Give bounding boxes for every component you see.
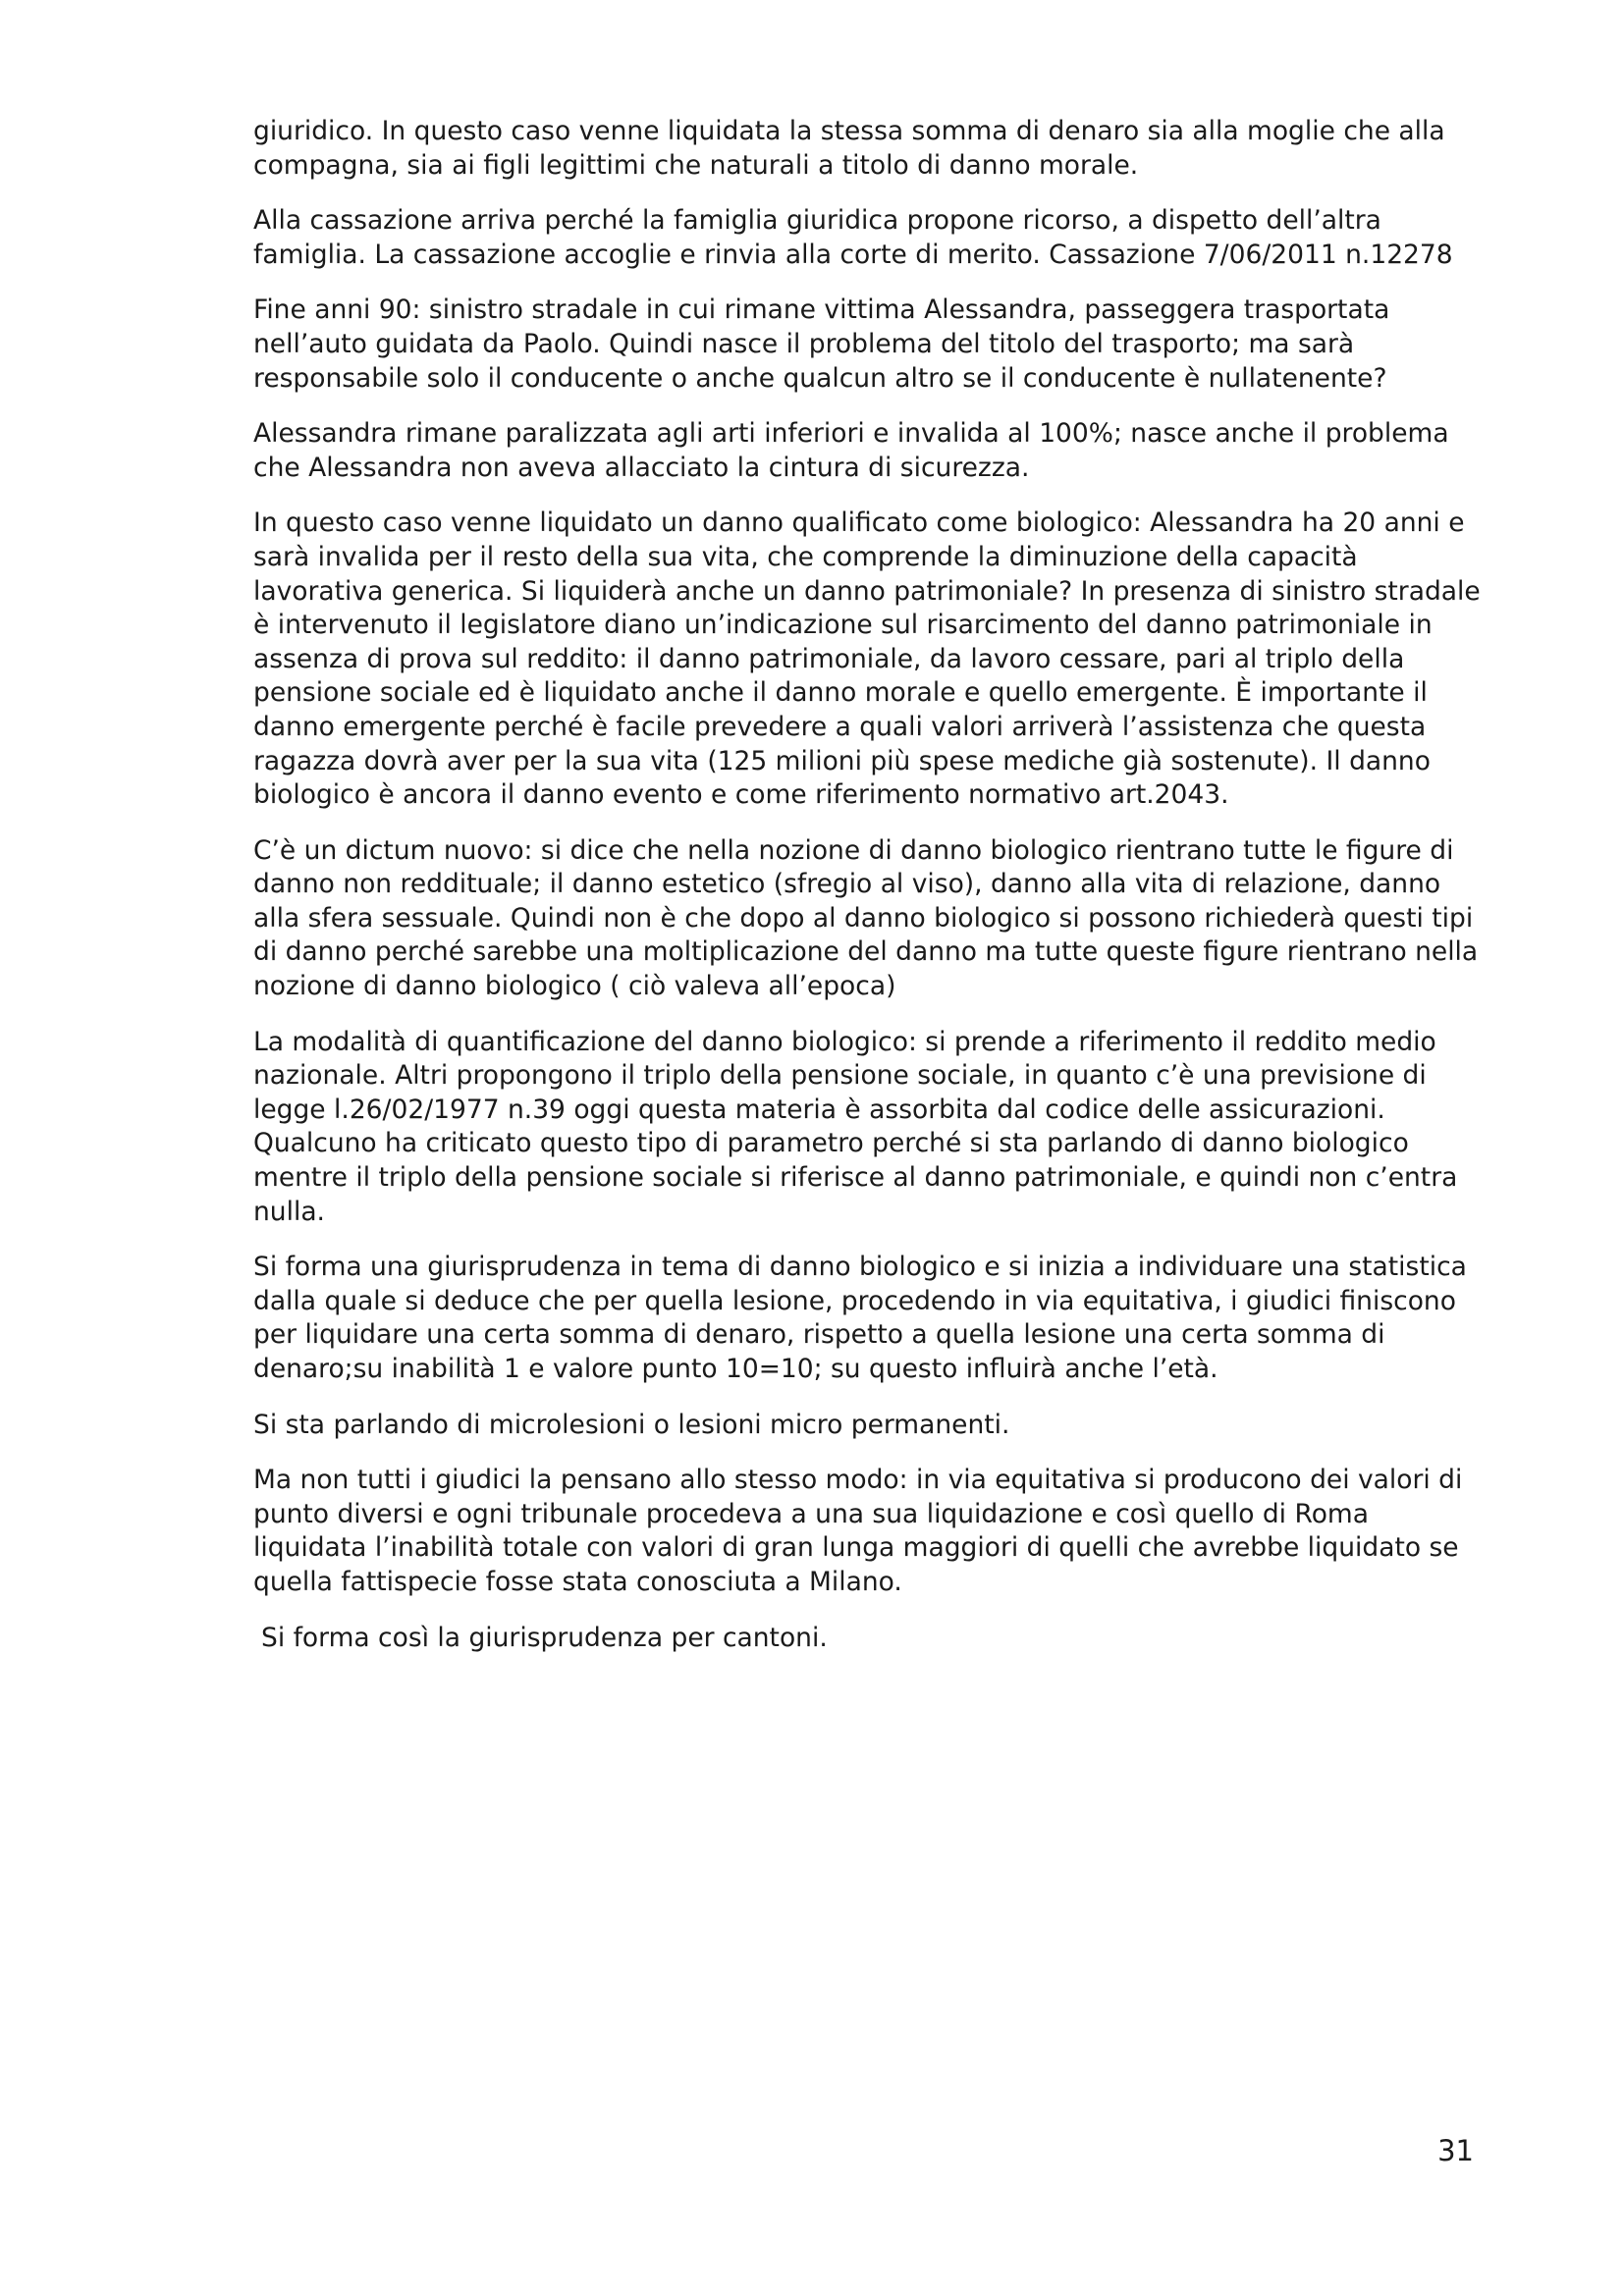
paragraph-3: Fine anni 90: sinistro stradale in cui rimane vittima Alessandra, passeggera trasportata nell’auto guidata da Paolo. Quindi nasce il problema del titolo del trasporto; ma sarà responsabile solo il conducente o anche qualcun altro se il conducente è nullatenente? (253, 294, 1390, 394)
paragraph-11: Si forma così la giurisprudenza per cantoni. (261, 1622, 828, 1653)
body-text (253, 115, 1481, 1677)
paragraph-4: Alessandra rimane paralizzata agli arti inferiori e invalida al 100%; nasce anche il problema che Alessandra non aveva allacciato la cintura di sicurezza. (253, 418, 1449, 483)
paragraph-8: Si forma una giurisprudenza in tema di danno biologico e si inizia a individuare una statistica dalla quale si deduce che per quella lesione, procedendo in via equitativa, i giudici finiscono per liquidare una certa somma di denaro, rispetto a quella lesione una certa somma di denaro;su inabilità 1 e valore punto 10=10; su questo influirà anche l’età. (253, 1252, 1467, 1384)
page-number: 31 (1437, 2134, 1474, 2167)
paragraph-6: C’è un dictum nuovo: si dice che nella nozione di danno biologico rientrano tutte le figure di danno non reddituale; il danno estetico (sfregio al viso), danno alla vita di relazione, danno alla sfera sessuale. Quindi non è che dopo al danno biologico si possono richiederà questi tipi di danno perché sarebbe una moltiplicazione del danno ma tutte queste figure rientrano nella nozione di danno biologico ( ciò valeva all’epoca) (253, 834, 1479, 1002)
paragraph-5: In questo caso venne liquidato un danno qualificato come biologico: Alessandra ha 20 anni e sarà invalida per il resto della sua vita, che comprende la diminuzione della capacità lavorativa generica. Si liquiderà anche un danno patrimoniale? In presenza di sinistro stradale è intervenuto il legislatore diano un’indicazione sul risarcimento del danno patrimoniale in assenza di prova sul reddito: il danno patrimoniale, da lavoro cessare, pari al triplo della pensione sociale ed è liquidato anche il danno morale e quello emergente. È importante il danno emergente perché è facile prevedere a quali valori arriverà l’assistenza che questa ragazza dovrà aver per la sua vita (125 milioni più spese mediche già sostenute). Il danno biologico è ancora il danno evento e come riferimento normativo art.2043. (253, 507, 1481, 811)
paragraph-1: giuridico. In questo caso venne liquidata la stessa somma di denaro sia alla moglie che alla compagna, sia ai figli legittimi che naturali a titolo di danno morale. (253, 116, 1445, 181)
paragraph-10: Ma non tutti i giudici la pensano allo stesso modo: in via equitativa si producono dei valori di punto diversi e ogni tribunale procedeva a una sua liquidazione e così quello di Roma liquidata l’inabilità totale con valori di gran lunga maggiori di quelli che avrebbe liquidato se quella fattispecie fosse stata conosciuta a Milano. (253, 1465, 1463, 1597)
paragraph-7: La modalità di quantificazione del danno biologico: si prende a riferimento il reddito medio nazionale. Altri propongono il triplo della pensione sociale, in quanto c’è una previsione di legge l.26/02/1977 n.39 oggi questa materia è assorbita dal codice delle assicurazioni. Qualcuno ha criticato questo tipo di parametro perché si sta parlando di danno biologico mentre il triplo della pensione sociale si riferisce al danno patrimoniale, e quindi non c’entra nulla. (253, 1026, 1458, 1227)
paragraph-2: Alla cassazione arriva perché la famiglia giuridica propone ricorso, a dispetto dell’altra famiglia. La cassazione accoglie e rinvia alla corte di merito. Cassazione 7/06/2011 n.12278 (253, 205, 1453, 270)
paragraph-9: Si sta parlando di microlesioni o lesioni micro permanenti. (253, 1409, 1010, 1440)
